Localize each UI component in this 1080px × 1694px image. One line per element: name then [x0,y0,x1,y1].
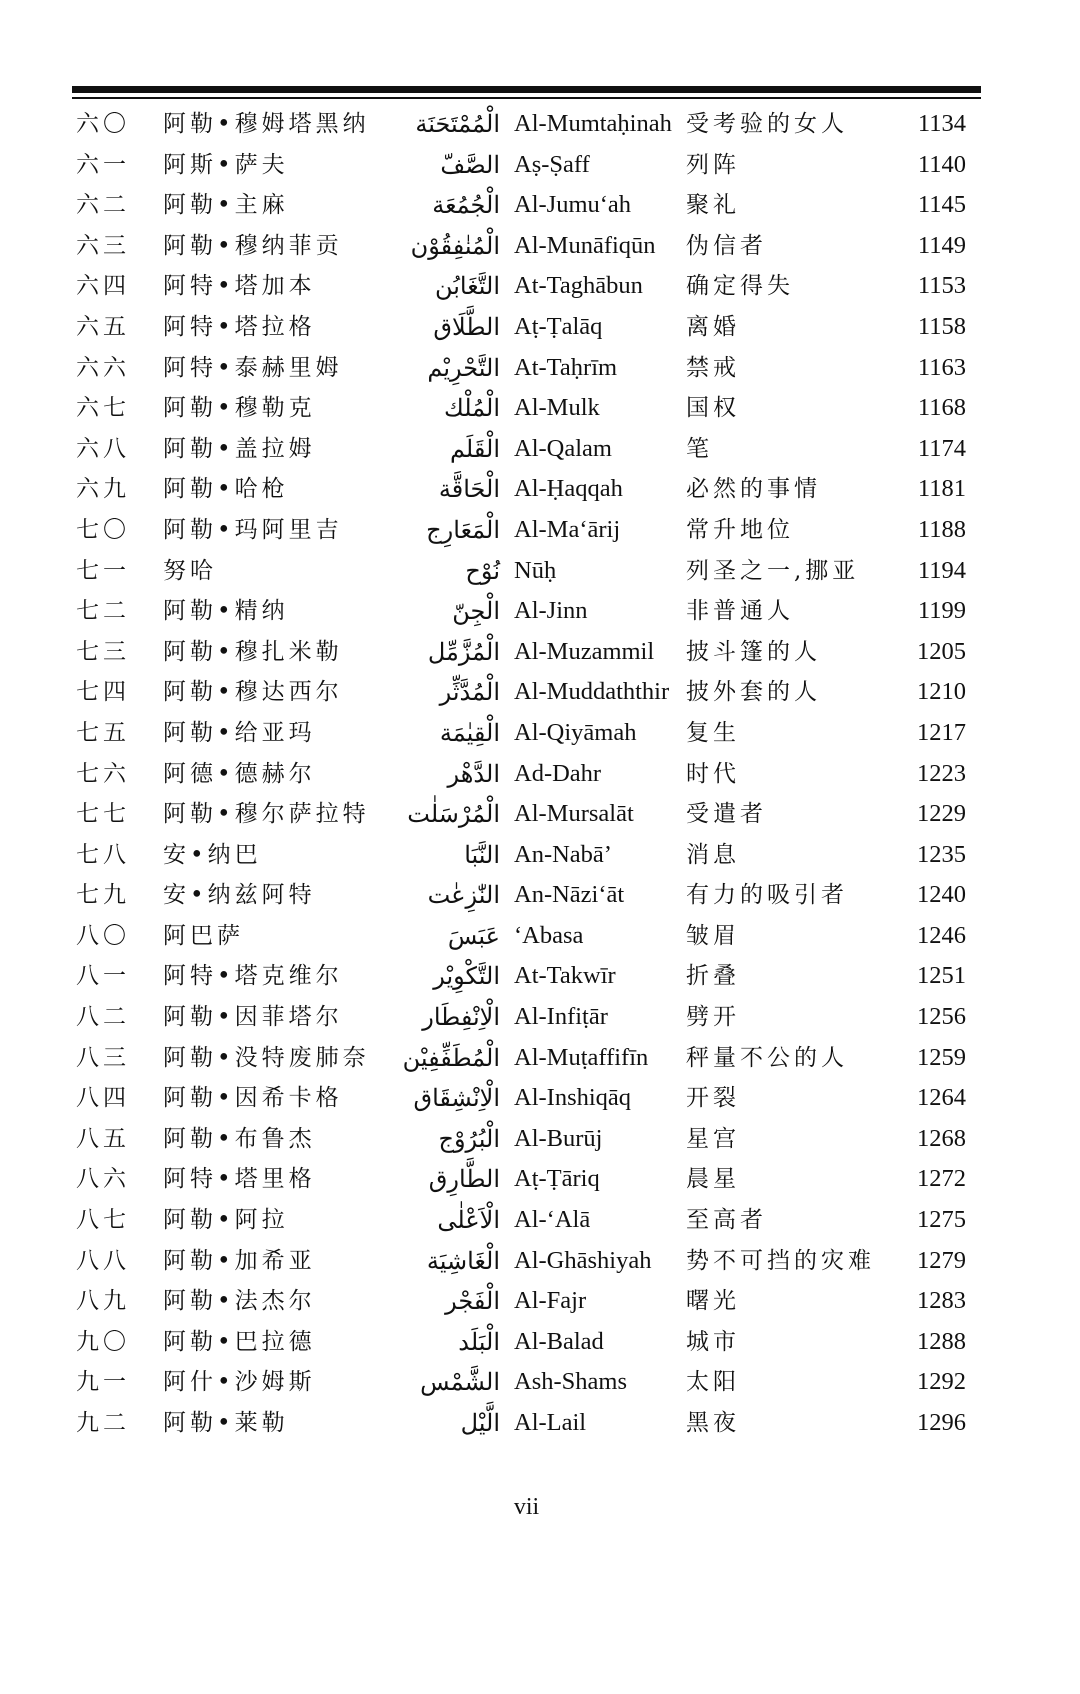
surah-meaning: 列圣之一,挪亚 [686,557,860,584]
surah-number: 六九 [76,476,130,503]
surah-name-chinese: 阿特•塔拉格 [163,313,316,340]
surah-name-chinese: 阿勒•盖拉姆 [163,435,316,462]
page-reference: 1235 [917,840,966,868]
surah-number: 六一 [76,151,130,178]
page-reference: 1149 [917,231,966,259]
surah-name-transliteration: Al-Munāfiqūn [514,231,656,259]
surah-name-chinese: 阿勒•玛阿里吉 [163,516,343,543]
surah-name-arabic: النّٰزِعٰت [427,881,500,910]
toc-entry[interactable] [0,1200,1080,1241]
surah-name-transliteration: Al-Muzammil [514,637,655,665]
surah-number: 六二 [76,192,130,219]
page-reference: 1251 [917,962,966,990]
page-reference: 1168 [917,394,966,422]
surah-name-chinese: 阿特•塔加本 [163,273,316,300]
table-of-contents [0,104,1080,1444]
surah-name-transliteration: Al-Jinn [514,597,588,625]
surah-name-transliteration: Al-‘Alā [514,1206,591,1234]
surah-name-arabic: الْاِنْشِقَاق [413,1084,500,1113]
surah-name-chinese: 阿勒•穆勒克 [163,395,316,422]
page-reference: 1292 [917,1368,966,1396]
page-reference: 1223 [917,759,966,787]
toc-entry[interactable] [0,348,1080,389]
surah-number: 八五 [76,1125,130,1152]
page-reference: 1283 [917,1287,966,1315]
surah-number: 七〇 [76,516,130,543]
surah-meaning: 列阵 [686,151,740,178]
page-reference: 1229 [917,800,966,828]
surah-name-transliteration: Al-Balad [514,1327,604,1355]
toc-entry[interactable] [0,1281,1080,1322]
surah-number: 六八 [76,435,130,462]
surah-meaning: 曙光 [686,1288,740,1315]
toc-entry[interactable] [0,185,1080,226]
surah-name-chinese: 努哈 [163,557,217,584]
surah-number: 八六 [76,1166,130,1193]
surah-name-transliteration: Al-Burūj [514,1124,603,1152]
surah-meaning: 消息 [686,841,740,868]
surah-number: 七九 [76,882,130,909]
toc-entry[interactable] [0,632,1080,673]
surah-name-chinese: 阿勒•穆姆塔黑纳 [163,111,370,137]
surah-name-arabic: الْقِيٰمَة [439,718,500,747]
toc-entry[interactable] [0,510,1080,551]
surah-number: 六〇 [76,111,130,137]
top-rule-thick [72,86,981,93]
surah-number: 八二 [76,1004,130,1031]
surah-name-chinese: 阿特•泰赫里姆 [163,354,343,381]
toc-entry[interactable] [0,1362,1080,1403]
page-number: vii [513,1494,540,1520]
surah-name-chinese: 阿勒•穆尔萨拉特 [163,801,370,828]
surah-name-arabic: الْاَعْلٰى [437,1206,500,1235]
toc-entry[interactable] [0,794,1080,835]
surah-name-chinese: 阿斯•萨夫 [163,151,289,178]
surah-meaning: 国权 [686,395,740,422]
surah-name-transliteration: ‘Abasa [514,921,584,949]
surah-meaning: 复生 [686,719,740,746]
surah-name-transliteration: At-Taḥrīm [514,353,618,381]
surah-number: 八一 [76,963,130,990]
toc-entry[interactable] [0,1241,1080,1282]
surah-name-chinese: 阿勒•哈枪 [163,476,289,503]
surah-name-transliteration: Al-Ḥaqqah [514,475,623,503]
toc-entry[interactable] [0,713,1080,754]
surah-number: 九二 [76,1410,130,1436]
surah-name-chinese: 阿勒•主麻 [163,192,289,219]
page-reference: 1188 [917,515,966,543]
surah-meaning: 确定得失 [686,273,794,300]
surah-meaning: 禁戒 [686,354,740,381]
toc-entry[interactable] [0,429,1080,470]
surah-name-arabic: الْفَجْر [445,1287,500,1316]
surah-name-transliteration: Al-Jumu‘ah [514,191,632,219]
surah-meaning: 秤量不公的人 [686,1044,848,1071]
toc-entry[interactable] [0,1038,1080,1079]
surah-meaning: 太阳 [686,1369,740,1396]
surah-name-arabic: النَّبَا [464,840,500,869]
page-reference: 1199 [917,597,966,625]
page-reference: 1240 [917,881,966,909]
surah-name-transliteration: Al-Mursalāt [514,800,634,828]
page-reference: 1140 [917,150,966,178]
surah-name-arabic: الْمَعَارِج [426,515,500,544]
surah-name-chinese: 阿巴萨 [163,922,244,949]
surah-name-chinese: 阿勒•法杰尔 [163,1288,316,1315]
page-reference: 1246 [917,921,966,949]
page-reference: 1205 [917,637,966,665]
page-reference: 1288 [917,1327,966,1355]
surah-name-chinese: 阿特•塔克维尔 [163,963,343,990]
surah-meaning: 皱眉 [686,922,740,949]
page-reference: 1259 [917,1043,966,1071]
surah-number: 七七 [76,801,130,828]
page-reference: 1272 [917,1165,966,1193]
surah-name-arabic: الْجِنّ [452,597,500,626]
surah-name-transliteration: Al-Muddaththir [514,678,670,706]
surah-number: 九〇 [76,1328,130,1355]
surah-number: 六六 [76,354,130,381]
surah-meaning: 势不可挡的灾难 [686,1247,875,1274]
surah-name-transliteration: Aṭ-Ṭāriq [514,1165,600,1193]
toc-entry[interactable] [0,388,1080,429]
surah-name-transliteration: Al-Inshiqāq [514,1084,632,1112]
surah-name-arabic: الْبَلَد [458,1327,500,1356]
surah-name-transliteration: Al-Muṭaffifīn [514,1043,649,1071]
surah-name-chinese: 阿勒•穆纳菲贡 [163,232,343,259]
surah-name-transliteration: At-Taghābun [514,272,643,300]
surah-name-arabic: الدَّهْر [447,759,500,788]
surah-name-chinese: 安•纳兹阿特 [163,882,316,909]
page-reference: 1134 [917,110,966,137]
toc-entry[interactable] [0,226,1080,267]
surah-number: 七五 [76,719,130,746]
surah-name-transliteration: Al-Fajr [514,1287,587,1315]
surah-name-chinese: 阿勒•莱勒 [163,1410,289,1436]
surah-name-transliteration: Al-Lail [514,1409,587,1436]
surah-meaning: 受考验的女人 [686,111,848,137]
page-reference: 1279 [917,1246,966,1274]
surah-meaning: 黑夜 [686,1410,740,1436]
surah-number: 六四 [76,273,130,300]
surah-name-transliteration: Al-Qalam [514,434,612,462]
surah-name-transliteration: An-Nāzi‘āt [514,881,625,909]
surah-name-transliteration: Al-Ma‘ārij [514,515,621,543]
surah-number: 九一 [76,1369,130,1396]
surah-number: 八三 [76,1044,130,1071]
surah-number: 六七 [76,395,130,422]
surah-number: 八八 [76,1247,130,1274]
toc-entry[interactable] [0,307,1080,348]
surah-name-transliteration: Nūḥ [514,556,557,584]
surah-name-chinese: 阿特•塔里格 [163,1166,316,1193]
surah-name-arabic: الْقَلَم [449,434,500,463]
page-reference: 1256 [917,1003,966,1031]
toc-entry[interactable] [0,104,1080,145]
surah-name-chinese: 阿勒•穆达西尔 [163,679,343,706]
surah-name-arabic: الْبُرُوْج [438,1124,500,1153]
surah-name-arabic: الْمُمْتَحَنَة [415,110,500,138]
surah-name-arabic: الشَّمْس [420,1368,500,1397]
top-rule-thin [72,97,981,99]
surah-number: 六三 [76,232,130,259]
surah-number: 八七 [76,1207,130,1234]
surah-name-chinese: 阿勒•穆扎米勒 [163,638,343,665]
surah-number: 七一 [76,557,130,584]
surah-name-chinese: 阿勒•阿拉 [163,1207,289,1234]
surah-name-transliteration: Aṭ-Ṭalāq [514,312,603,340]
surah-meaning: 至高者 [686,1207,767,1234]
toc-entry[interactable] [0,551,1080,592]
surah-name-chinese: 阿勒•因菲塔尔 [163,1004,343,1031]
surah-name-arabic: الْغَاشِيَة [426,1246,500,1275]
surah-name-chinese: 阿勒•加希亚 [163,1247,316,1274]
surah-name-chinese: 阿勒•布鲁杰 [163,1125,316,1152]
surah-name-arabic: التَّغَابُن [434,272,500,301]
surah-name-transliteration: Al-Mulk [514,394,600,422]
toc-entry[interactable] [0,754,1080,795]
surah-meaning: 聚礼 [686,192,740,219]
surah-name-chinese: 安•纳巴 [163,841,262,868]
surah-name-transliteration: Ash-Shams [514,1368,627,1396]
toc-entry[interactable] [0,469,1080,510]
surah-name-chinese: 阿什•沙姆斯 [163,1369,316,1396]
surah-name-transliteration: An-Nabā’ [514,840,612,868]
surah-meaning: 披斗篷的人 [686,638,821,665]
toc-entry[interactable] [0,1078,1080,1119]
surah-name-transliteration: Al-Qiyāmah [514,718,637,746]
toc-entry[interactable] [0,1159,1080,1200]
surah-name-arabic: الْمُدَّثِّر [439,678,500,707]
surah-name-transliteration: Aṣ-Ṣaff [514,150,590,178]
page-reference: 1153 [917,272,966,300]
surah-meaning: 受遣者 [686,801,767,828]
surah-name-arabic: الطَّلَاق [433,312,500,341]
surah-meaning: 劈开 [686,1004,740,1031]
surah-name-arabic: الْاِنْفِطَار [422,1003,500,1032]
toc-entry[interactable] [0,1403,1080,1444]
surah-name-chinese: 阿勒•精纳 [163,598,289,625]
surah-meaning: 必然的事情 [686,476,821,503]
page-reference: 1268 [917,1124,966,1152]
surah-meaning: 折叠 [686,963,740,990]
surah-name-arabic: عَبَسَ [447,921,500,950]
surah-name-transliteration: At-Takwīr [514,962,616,990]
surah-name-chinese: 阿勒•给亚玛 [163,719,316,746]
toc-entry[interactable] [0,1119,1080,1160]
surah-name-transliteration: Al-Mumtaḥinah [514,110,672,137]
surah-name-arabic: نُوْح [465,556,500,585]
surah-meaning: 离婚 [686,313,740,340]
surah-meaning: 笔 [686,435,713,462]
surah-number: 八〇 [76,922,130,949]
toc-entry[interactable] [0,1322,1080,1363]
toc-entry[interactable] [0,266,1080,307]
surah-name-transliteration: Al-Infiṭār [514,1003,608,1031]
surah-name-arabic: الْمُلْك [443,394,500,423]
surah-number: 八九 [76,1288,130,1315]
toc-entry[interactable] [0,997,1080,1038]
surah-number: 七二 [76,598,130,625]
surah-name-arabic: الْمُرْسَلٰت [407,800,500,829]
page-reference: 1194 [917,556,966,584]
toc-entry[interactable] [0,672,1080,713]
toc-entry[interactable] [0,835,1080,876]
surah-name-chinese: 阿勒•巴拉德 [163,1328,316,1355]
surah-meaning: 常升地位 [686,516,794,543]
toc-entry[interactable] [0,956,1080,997]
surah-meaning: 开裂 [686,1085,740,1112]
toc-entry[interactable] [0,591,1080,632]
page-reference: 1181 [917,475,966,503]
surah-meaning: 时代 [686,760,740,787]
page-reference: 1174 [917,434,966,462]
page-reference: 1264 [917,1084,966,1112]
surah-name-arabic: الْمُزَّمِّل [427,637,500,666]
surah-name-arabic: التَّحْرِيْم [427,353,500,382]
surah-name-chinese: 阿德•德赫尔 [163,760,316,787]
surah-meaning: 伪信者 [686,232,767,259]
surah-number: 六五 [76,313,130,340]
surah-meaning: 有力的吸引者 [686,882,848,909]
toc-entry[interactable] [0,145,1080,186]
page-reference: 1210 [917,678,966,706]
surah-name-arabic: الْحَاقَّة [438,475,500,504]
surah-name-arabic: الَّيْل [460,1409,500,1437]
surah-name-transliteration: Ad-Dahr [514,759,602,787]
page-reference: 1217 [917,718,966,746]
surah-meaning: 城市 [686,1328,740,1355]
surah-meaning: 星宫 [686,1125,740,1152]
surah-number: 七八 [76,841,130,868]
surah-number: 八四 [76,1085,130,1112]
surah-number: 七六 [76,760,130,787]
surah-name-transliteration: Al-Ghāshiyah [514,1246,652,1274]
surah-name-chinese: 阿勒•因希卡格 [163,1085,343,1112]
toc-entry[interactable] [0,875,1080,916]
surah-name-arabic: التَّكْوِيْر [433,962,500,991]
surah-name-arabic: الطَّارِق [428,1165,500,1194]
page-reference: 1163 [917,353,966,381]
toc-entry[interactable] [0,916,1080,957]
surah-meaning: 晨星 [686,1166,740,1193]
surah-number: 七四 [76,679,130,706]
surah-meaning: 非普通人 [686,598,794,625]
page-reference: 1158 [917,312,966,340]
surah-name-arabic: الْجُمُعَة [432,191,500,220]
page-reference: 1296 [917,1409,966,1436]
surah-name-arabic: الْمُطَفِّفِيْن [402,1043,500,1072]
surah-number: 七三 [76,638,130,665]
page-reference: 1145 [917,191,966,219]
surah-name-arabic: الصَّفّ [440,150,500,179]
page-reference: 1275 [917,1206,966,1234]
surah-name-arabic: الْمُنٰفِقُوْن [410,231,500,260]
surah-name-chinese: 阿勒•没特废肺奈 [163,1044,370,1071]
surah-meaning: 披外套的人 [686,679,821,706]
